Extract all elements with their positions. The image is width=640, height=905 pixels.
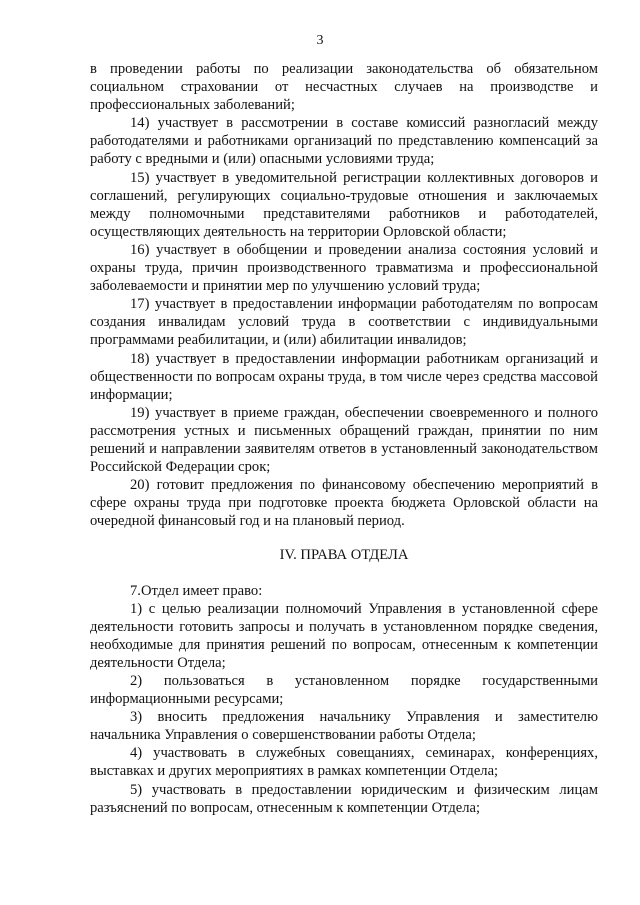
paragraph-item-15: 15) участвует в уведомительной регистрации коллективных договоров и соглашений, регулирующих социально-трудовые отношения и заключаемых между полномочными представителями работников и работодателей, осуществляющих деятельность на территории Орловской области; bbox=[90, 169, 598, 240]
paragraph-item-14: 14) участвует в рассмотрении в составе комиссий разногласий между работодателями и работниками организаций по представлению компенсаций за работу с вредными и (или) опасными условиями труда; bbox=[90, 115, 598, 168]
paragraph-item-19: 19) участвует в приеме граждан, обеспечении своевременного и полного рассмотрения устных и письменных обращений граждан, принятии по ним решений и направлении заявителям ответов в установленный законодательством Российской Федерации срок; bbox=[90, 404, 598, 476]
paragraph-item-20: 20) готовит предложения по финансовому обеспечению мероприятий в сфере охраны труда при подготовке проекта бюджета Орловской области на очередной финансовый год и на плановый период. bbox=[90, 477, 598, 530]
paragraph-right-2: 2) пользоваться в установленном порядке государственными информационными ресурсами; bbox=[90, 673, 598, 708]
paragraph-item-18: 18) участвует в предоставлении информации работникам организаций и общественности по вопросам охраны труда, в том числе через средства массовой информации; bbox=[90, 350, 598, 403]
paragraph-item-17: 17) участвует в предоставлении информации работодателям по вопросам создания инвалидам условий труда в соответствии с индивидуальными программами реабилитации, и (или) абилитации инвалидов; bbox=[90, 296, 598, 349]
section-heading: IV. ПРАВА ОТДЕЛА bbox=[279, 547, 409, 564]
paragraph-item-16: 16) участвует в обобщении и проведении анализа состояния условий и охраны труда, причин производственного травматизма и профессиональной заболеваемости и принятии мер по улучшению условий труда; bbox=[90, 241, 598, 295]
paragraph-right-1: 1) с целью реализации полномочий Управления в установленной сфере деятельности готовить запросы и получать в установленном порядке сведения, необходимые для принятия решений по вопросам, отнесенным к компетенции деятельности Отдела; bbox=[90, 600, 598, 671]
paragraph-right-5: 5) участвовать в предоставлении юридическим и физическим лицам разъяснений по вопросам, отнесенным к компетенции Отдела; bbox=[90, 781, 598, 816]
paragraph-right-4: 4) участвовать в служебных совещаниях, семинарах, конференциях, выставках и других мероприятиях в рамках компетенции Отдела; bbox=[90, 745, 598, 780]
page-number: 3 bbox=[316, 33, 324, 48]
paragraph-continuation: в проведении работы по реализации законодательства об обязательном социальном страховании от несчастных случаев на производстве и профессиональных заболеваний; bbox=[90, 61, 598, 114]
document-body bbox=[90, 60, 598, 817]
paragraph-clause-7: 7.Отдел имеет право: bbox=[130, 582, 263, 599]
paragraph-right-3: 3) вносить предложения начальнику Управления и заместителю начальника Управления о совершенствовании работы Отдела; bbox=[90, 709, 598, 744]
